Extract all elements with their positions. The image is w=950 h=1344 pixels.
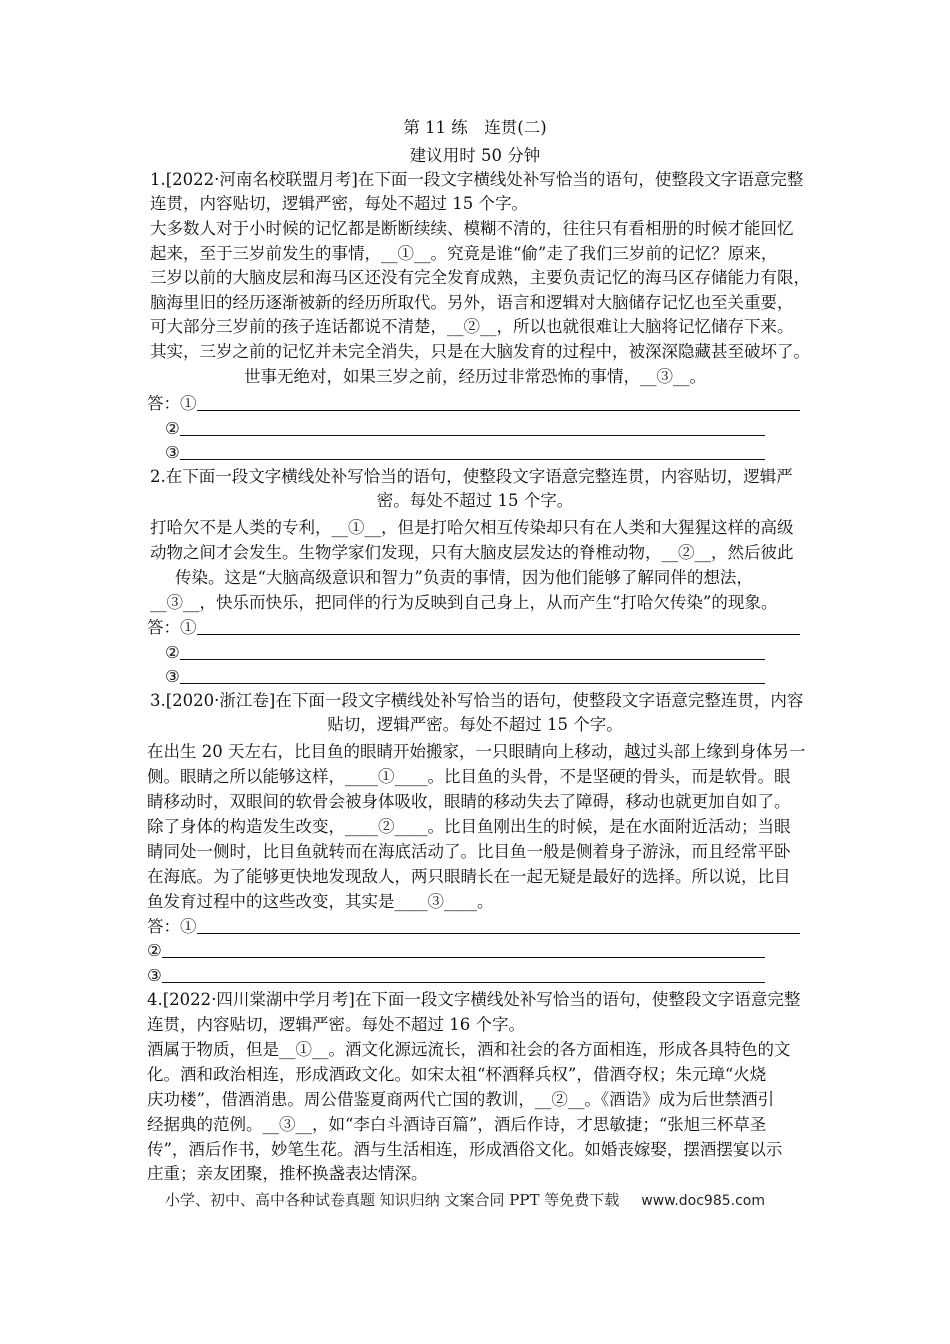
q3-answer-row-2[interactable] xyxy=(147,941,765,961)
q3-answer-line-3[interactable] xyxy=(162,966,765,983)
q1-text-line-2: 起来，至于三岁前发生的事情，__①__。究竟是谁“偷”走了我们三岁前的记忆？原来， xyxy=(150,244,778,263)
q2-answer-line-1[interactable] xyxy=(197,618,800,635)
q2-answer-row-1[interactable] xyxy=(147,618,800,638)
q2-text-line-4: __③__，快乐而快乐，把同伴的行为反映到自己身上，从而产生“打哈欠传染”的现象。 xyxy=(150,593,778,612)
q3-answer-line-2[interactable] xyxy=(162,941,765,958)
q2-blank-2-label: ② xyxy=(165,643,180,662)
q2-answer-label: 答：① xyxy=(147,618,197,637)
q3-text-line-3: 睛移动时，双眼间的软骨会被身体吸收，眼睛的移动失去了障碍，移动也就更加自如了。 xyxy=(147,792,791,811)
q3-answer-row-3[interactable] xyxy=(147,966,765,986)
footer xyxy=(165,1190,765,1211)
q1-blank-3-label: ③ xyxy=(165,443,180,462)
q2-prompt-line-2: 密。每处不超过 15 个字。 xyxy=(376,491,574,510)
q2-prompt-line-1: 2.在下面一段文字横线处补写恰当的语句，使整段文字语意完整连贯，内容贴切，逻辑严 xyxy=(150,467,793,486)
q1-text-line-5: 可大部分三岁前的孩子连话都说不清楚，__②__，所以也就很难让大脑将记忆储存下来。 xyxy=(150,317,794,336)
q2-text-line-3: 传染。这是“大脑高级意识和智力”负责的事情，因为他们能够了解同伴的想法， xyxy=(175,568,753,587)
q1-answer-line-2[interactable] xyxy=(180,419,765,436)
q4-text-line-1: 酒属于物质，但是__①__。酒文化源远流长，酒和社会的各方面相连，形成各具特色的文 xyxy=(147,1040,791,1059)
q3-prompt-line-2: 贴切，逻辑严密。每处不超过 15 个字。 xyxy=(327,715,623,734)
q1-text-line-4: 脑海里旧的经历逐渐被新的经历所取代。另外，语言和逻辑对大脑储存记忆也至关重要， xyxy=(150,293,794,312)
q1-prompt-line-2: 连贯，内容贴切，逻辑严密，每处不超过 15 个字。 xyxy=(150,194,528,213)
q4-text-line-5: 传”，酒后作书，妙笔生花。酒与生活相连，形成酒俗文化。如婚丧嫁娶，摆酒摆宴以示 xyxy=(147,1140,783,1159)
q3-text-line-1: 在出生 20 天左右，比目鱼的眼睛开始搬家，一只眼睛向上移动，越过头部上缘到身体另一 xyxy=(147,742,806,761)
q1-answer-row-3[interactable] xyxy=(165,443,765,463)
q4-text-line-3: 庆功楼”，借酒消患。周公借鉴夏商两代亡国的教训，__②__。《酒诰》成为后世禁酒引 xyxy=(147,1090,775,1109)
q3-blank-2-label: ② xyxy=(147,941,162,960)
page-subtitle: 建议用时 50 分钟 xyxy=(409,146,541,165)
q3-blank-3-label: ③ xyxy=(147,966,162,985)
q3-answer-label: 答：① xyxy=(147,917,197,936)
q2-answer-line-3[interactable] xyxy=(180,667,765,684)
q3-answer-line-1[interactable] xyxy=(197,917,800,934)
q4-text-line-6: 庄重；亲友团聚，推杯换盏表达情深。 xyxy=(147,1164,428,1183)
q4-text-line-4: 经据典的范例。__③__，如“李白斗酒诗百篇”，酒后作诗，才思敏捷；“张旭三杯草圣 xyxy=(147,1115,767,1134)
q3-text-line-4: 除了身体的构造发生改变，____②____。比目鱼刚出生的时候，是在水面附近活动；当眼 xyxy=(147,817,791,836)
q1-text-line-3: 三岁以前的大脑皮层和海马区还没有完全发育成熟，主要负责记忆的海马区存储能力有限， xyxy=(150,268,810,287)
q1-text-line-1: 大多数人对于小时候的记忆都是断断续续、模糊不清的，往往只有看相册的时候才能回忆 xyxy=(150,219,794,238)
q1-answer-line-1[interactable] xyxy=(197,394,800,411)
q1-text-line-6: 其实，三岁之前的记忆并未完全消失，只是在大脑发育的过程中，被深深隐藏甚至破坏了。 xyxy=(150,342,810,361)
q1-answer-row-2[interactable] xyxy=(165,419,765,439)
q1-text-line-7: 世事无绝对，如果三岁之前，经历过非常恐怖的事情，__③__。 xyxy=(244,367,706,386)
q2-answer-row-2[interactable] xyxy=(165,643,765,663)
q2-answer-line-2[interactable] xyxy=(180,643,765,660)
q3-text-line-5: 睛同处一侧时，比目鱼就转而在海底活动了。比目鱼一般是侧着身子游泳，而且经常平卧 xyxy=(147,842,791,861)
q3-text-line-6: 在海底。为了能够更快地发现敌人，两只眼睛长在一起无疑是最好的选择。所以说，比目 xyxy=(147,867,791,886)
q2-text-line-1: 打哈欠不是人类的专利，__①__，但是打哈欠相互传染却只有在人类和大猩猩这样的高级 xyxy=(150,518,794,537)
q3-text-line-7: 鱼发育过程中的这些改变，其实是____③____。 xyxy=(147,892,494,911)
q1-answer-line-3[interactable] xyxy=(180,443,765,460)
q2-text-line-2: 动物之间才会发生。生物学家们发现，只有大脑皮层发达的脊椎动物，__②__，然后彼此 xyxy=(150,543,794,562)
q1-prompt-line-1: 1.[2022·河南名校联盟月考]在下面一段文字横线处补写恰当的语句，使整段文字语意完整 xyxy=(150,170,804,189)
footer-url[interactable]: www.doc985.com xyxy=(641,1193,766,1209)
q2-blank-3-label: ③ xyxy=(165,667,180,686)
q4-prompt-line-1: 4.[2022·四川棠湖中学月考]在下面一段文字横线处补写恰当的语句，使整段文字语意完整 xyxy=(147,990,801,1009)
q4-prompt-line-2: 连贯，内容贴切，逻辑严密。每处不超过 16 个字。 xyxy=(147,1015,525,1034)
q4-text-line-2: 化。酒和政治相连，形成酒政文化。如宋太祖“杯酒释兵权”，借酒夺权；朱元璋“火烧 xyxy=(147,1065,767,1084)
q3-prompt-line-1: 3.[2020·浙江卷]在下面一段文字横线处补写恰当的语句，使整段文字语意完整连贯，内容 xyxy=(150,691,804,710)
q2-answer-row-3[interactable] xyxy=(165,667,765,687)
page-title: 第 11 练 连贯(二) xyxy=(403,118,547,137)
q3-text-line-2: 侧。眼睛之所以能够这样，____①____。比目鱼的头骨，不是坚硬的骨头，而是软骨。眼 xyxy=(147,767,791,786)
q3-answer-row-1[interactable] xyxy=(147,917,800,937)
footer-text: 小学、初中、高中各种试卷真题 知识归纳 文案合同 PPT 等免费下载 xyxy=(165,1191,620,1209)
q1-answer-row-1[interactable] xyxy=(147,394,800,414)
q1-blank-2-label: ② xyxy=(165,419,180,438)
q1-answer-label: 答：① xyxy=(147,394,197,413)
